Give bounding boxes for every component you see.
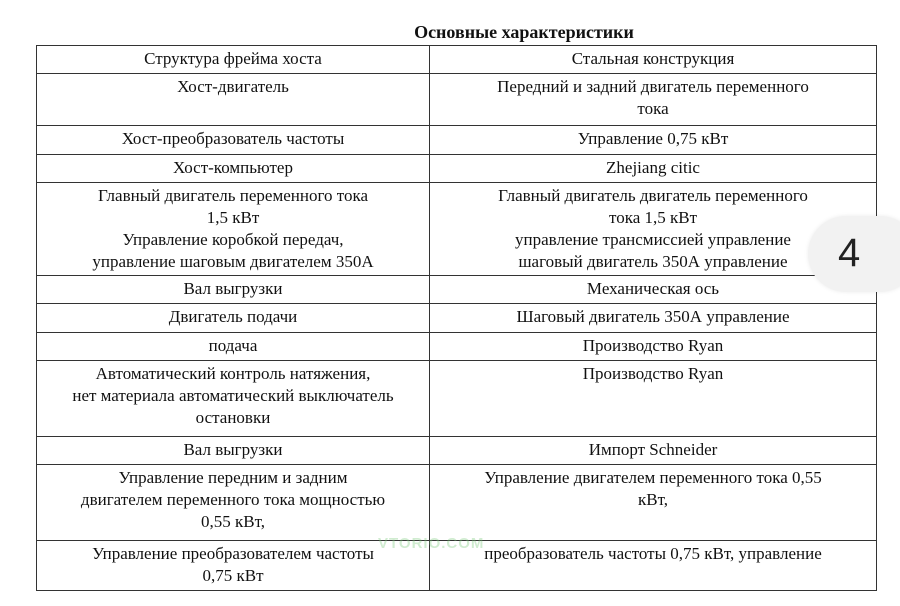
spec-value-cell: Механическая ось bbox=[430, 276, 877, 304]
table-row bbox=[37, 126, 877, 155]
spec-value-cell: Zhejiang citic bbox=[430, 155, 877, 183]
spec-value-cell: преобразователь частоты 0,75 кВт, управление bbox=[430, 541, 877, 591]
spec-value-cell: Шаговый двигатель 350А управление bbox=[430, 304, 877, 333]
spec-name-cell: Вал выгрузки bbox=[37, 276, 430, 304]
spec-name-cell: Управление передним и задним двигателем переменного тока мощностью 0,55 кВт, bbox=[37, 465, 430, 541]
spec-name-cell: Хост-преобразователь частоты bbox=[37, 126, 430, 155]
table-row bbox=[37, 46, 877, 74]
table-row bbox=[37, 276, 877, 304]
spec-value-cell: Управление 0,75 кВт bbox=[430, 126, 877, 155]
spec-name-cell: Хост-компьютер bbox=[37, 155, 430, 183]
spec-value-cell: Производство Ryan bbox=[430, 361, 877, 437]
spec-name-cell: Структура фрейма хоста bbox=[37, 46, 430, 74]
watermark-text: VTORIO.COM bbox=[378, 535, 485, 552]
spec-value-cell: Производство Ryan bbox=[430, 333, 877, 361]
table-row bbox=[37, 155, 877, 183]
spec-name-cell: Вал выгрузки bbox=[37, 437, 430, 465]
spec-value-cell: Управление двигателем переменного тока 0,55 кВт, bbox=[430, 465, 877, 541]
spec-value-cell: Передний и задний двигатель переменного тока bbox=[430, 74, 877, 126]
table-row bbox=[37, 361, 877, 437]
spec-name-cell: Хост-двигатель bbox=[37, 74, 430, 126]
spec-name-cell: Двигатель подачи bbox=[37, 304, 430, 333]
table-row bbox=[37, 465, 877, 541]
spec-value-cell: Главный двигатель двигатель переменного тока 1,5 кВт управление трансмиссией управление шаговый двигатель 350А управление bbox=[430, 183, 877, 276]
spec-name-cell: подача bbox=[37, 333, 430, 361]
table-row bbox=[37, 437, 877, 465]
spec-name-cell: Управление преобразователем частоты 0,75 кВт bbox=[37, 541, 430, 591]
page-number: 4 bbox=[838, 231, 861, 275]
specifications-table-body bbox=[37, 46, 877, 591]
table-row bbox=[37, 74, 877, 126]
table-row bbox=[37, 304, 877, 333]
document-title: Основные характеристики bbox=[414, 22, 634, 42]
table-row bbox=[37, 541, 877, 591]
spec-name-cell: Главный двигатель переменного тока 1,5 кВт Управление коробкой передач, управление шаговым двигателем 350А bbox=[37, 183, 430, 276]
table-row bbox=[37, 333, 877, 361]
spec-value-cell: Стальная конструкция bbox=[430, 46, 877, 74]
table-row bbox=[37, 183, 877, 276]
specifications-table bbox=[36, 45, 877, 591]
spec-name-cell: Автоматический контроль натяжения, нет материала автоматический выключатель остановки bbox=[37, 361, 430, 437]
spec-value-cell: Импорт Schneider bbox=[430, 437, 877, 465]
